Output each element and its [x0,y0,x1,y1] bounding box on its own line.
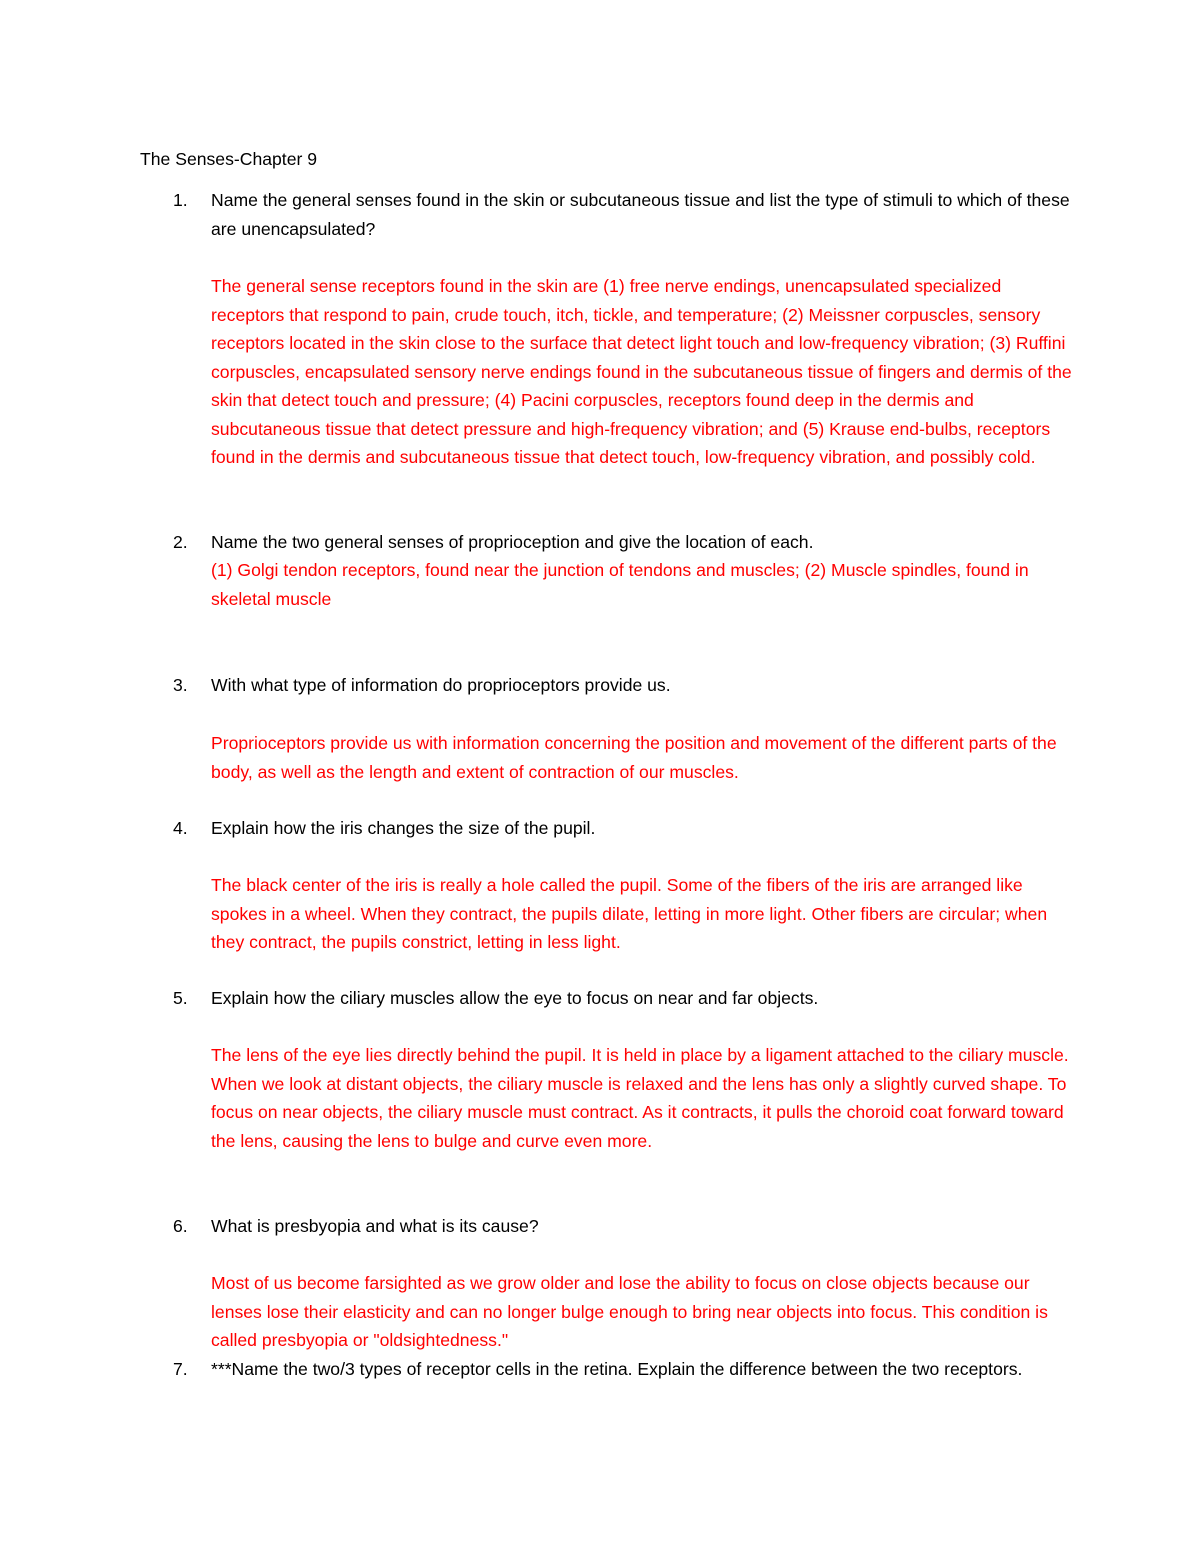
answer-text: (1) Golgi tendon receptors, found near the junction of tendons and muscles; (2) Muscle spindles, found in skeletal muscle [211,560,1029,609]
answer-text: The black center of the iris is really a hole called the pupil. Some of the fibers of the iris are arranged like spokes in a wheel. When they contract, the pupils dilate, letting in more light. Other fibers are circular; when they contract, the pupils constrict, letting in less light. [211,875,1048,952]
question-text: ***Name the two/3 types of receptor cells in the retina. Explain the difference between the two receptors. [211,1359,1023,1379]
question-text: Explain how the ciliary muscles allow the eye to focus on near and far objects. [211,988,819,1008]
answer-text: The lens of the eye lies directly behind the pupil. It is held in place by a ligament attached to the ciliary muscle. When we look at distant objects, the ciliary muscle is relaxed and the lens has only a slightly curved shape. To focus on near objects, the ciliary muscle must contract. As it contracts, it pulls the choroid coat forward toward the lens, causing the lens to bulge and curve even more. [211,1045,1069,1151]
question-number: 1. [173,190,188,210]
question-text: Name the general senses found in the skin or subcutaneous tissue and list the type of stimuli to which of these are unencapsulated? [211,190,1070,239]
answer-text: Proprioceptors provide us with information concerning the position and movement of the different parts of the body, as well as the length and extent of contraction of our muscles. [211,733,1057,782]
question-text: With what type of information do proprioceptors provide us. [211,675,671,695]
question-text: Explain how the iris changes the size of the pupil. [211,818,596,838]
question-number: 3. [173,675,188,695]
question-number: 5. [173,988,188,1008]
answer-text: Most of us become farsighted as we grow older and lose the ability to focus on close objects because our lenses lose their elasticity and can no longer bulge enough to bring near objects into focus. This condition is called presbyopia or "oldsightedness." [211,1273,1048,1350]
question-text: What is presbyopia and what is its cause? [211,1216,539,1236]
answer-text: The general sense receptors found in the skin are (1) free nerve endings, unencapsulated specialized receptors that respond to pain, crude touch, itch, tickle, and temperature; (2) Meissner corpuscles, sensory receptors located in the skin close to the surface that detect light touch and low-frequency vibration; (3) Ruffini corpuscles, encapsulated sensory nerve endings found in the subcutaneous tissue of fingers and dermis of the skin that detect touch and pressure; (4) Pacini corpuscles, receptors found deep in the dermis and subcutaneous tissue that detect pressure and high-frequency vibration; and (5) Krause end-bulbs, receptors found in the dermis and subcutaneous tissue that detect touch, low-frequency vibration, and possibly cold. [211,276,1072,467]
question-text: Name the two general senses of proprioception and give the location of each. [211,532,814,552]
question-number: 2. [173,532,188,552]
question-number: 4. [173,818,188,838]
document-title: The Senses-Chapter 9 [140,149,318,169]
question-number: 7. [173,1359,188,1379]
question-number: 6. [173,1216,188,1236]
